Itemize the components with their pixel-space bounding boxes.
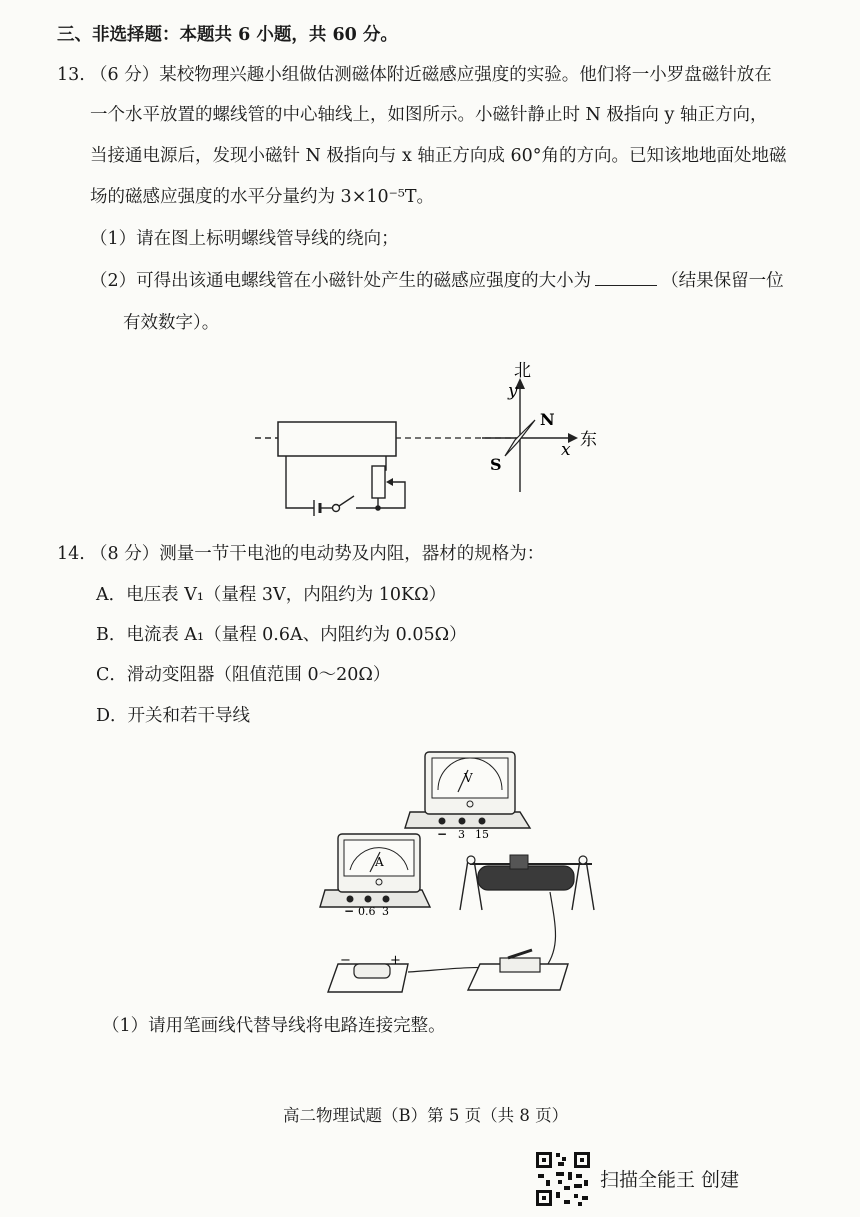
solenoid-compass-figure	[250, 352, 610, 527]
q13-line-4: 场的磁感应强度的水平分量约为 3×10⁻⁵T。	[90, 187, 435, 207]
ammeter-minus: −	[344, 904, 355, 918]
voltmeter-range-15: 15	[475, 828, 489, 841]
east-label: 东	[580, 430, 597, 450]
q14-item-d: D．开关和若干导线	[96, 706, 251, 726]
knife-switch	[468, 950, 568, 990]
voltmeter-label: V	[464, 771, 473, 785]
q14-item-b: B．电流表 A₁（量程 0.6A、内阻约为 0.05Ω）	[96, 625, 467, 645]
needle-s-label: S	[490, 455, 502, 474]
equipment-figure	[310, 742, 610, 1002]
q13-number: 13.	[57, 65, 85, 85]
section-heading: 三、非选择题：本题共 6 小题，共 60 分。	[57, 25, 398, 45]
battery-minus: −	[340, 953, 351, 968]
x-axis-label: x	[561, 440, 571, 460]
q13-line-2: 一个水平放置的螺线管的中心轴线上，如图所示。小磁针静止时 N 极指向 y 轴正方向，	[90, 105, 768, 125]
answer-blank[interactable]	[595, 269, 657, 286]
slider-arrow	[386, 478, 393, 486]
north-label: 北	[514, 361, 531, 381]
scanner-watermark: 扫描全能王 创建	[600, 1169, 740, 1191]
q14-number: 14.	[57, 544, 85, 564]
solenoid	[278, 422, 396, 456]
circuit-wire-left	[286, 456, 314, 508]
q13-part2	[90, 268, 784, 294]
ammeter-range-3: 3	[382, 905, 389, 918]
voltmeter-minus: −	[437, 827, 448, 841]
q14-item-c: C．滑动变阻器（阻值范围 0～20Ω）	[96, 665, 391, 685]
switch-contact	[333, 505, 340, 512]
voltmeter	[405, 752, 530, 841]
q14-item-a: A．电压表 V₁（量程 3V，内阻约为 10KΩ）	[96, 585, 447, 605]
ammeter-label: A	[375, 855, 384, 869]
ammeter-range-06: 0.6	[358, 905, 376, 918]
page-footer: 高二物理试题（B）第 5 页（共 8 页）	[283, 1106, 569, 1125]
q13-part1: （1）请在图上标明螺线管导线的绕向；	[90, 229, 399, 249]
voltmeter-range-3: 3	[458, 828, 465, 841]
q13-part2-tail: （结果保留一位	[661, 271, 784, 291]
q13-part2-text: （2）可得出该通电螺线管在小磁针处产生的磁感应强度的大小为	[90, 271, 592, 291]
qr-code-icon	[534, 1150, 592, 1208]
switch-lever	[339, 496, 354, 506]
ammeter	[320, 834, 430, 918]
needle-n-label: N	[540, 410, 555, 429]
q14-intro: （8 分）测量一节干电池的电动势及内阻，器材的规格为：	[90, 544, 545, 564]
q13-part2-continued: 有效数字）。	[123, 313, 220, 333]
q13-line-1: （6 分）某校物理兴趣小组做估测磁体附近磁感应强度的实验。他们将一小罗盘磁针放在	[90, 65, 772, 85]
q13-line-3: 当接通电源后，发现小磁针 N 极指向与 x 轴正方向成 60°角的方向。已知该地地面处地磁	[90, 146, 787, 166]
rheostat	[372, 466, 385, 498]
battery-plus: +	[390, 953, 401, 968]
y-axis-label: y	[508, 381, 518, 401]
q14-part1: （1）请用笔画线代替导线将电路连接完整。	[102, 1016, 446, 1036]
